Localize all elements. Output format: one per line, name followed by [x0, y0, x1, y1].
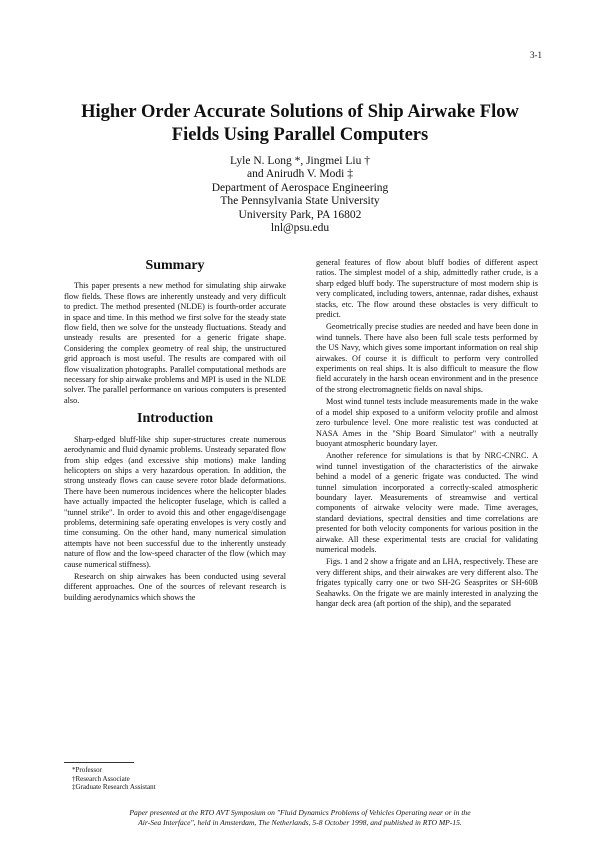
author-block	[100, 155, 500, 235]
intro-paragraph-2: Research on ship airwakes has been conducted using several different approaches. One of the sources of relevant research is building aerodynamics which shows the	[64, 571, 286, 602]
author-line-1: Lyle N. Long *, Jingmei Liu †	[230, 155, 370, 167]
footnotes	[64, 762, 286, 792]
right-paragraph-2: Geometrically precise studies are needed and have been done in wind tunnels. There have also been full scale tests performed by the US Navy, which gives some important information on real ship airwakes. Of course it is difficult to perform very controlled experiments on real ships. It is also difficult to measure the flow field accurately in the harsh ocean environment and in the presence of the strong electromagnetic fields on naval ships.	[316, 322, 538, 394]
paper-title: Higher Order Accurate Solutions of Ship Airwake Flow Fields Using Parallel Computers	[81, 102, 519, 145]
right-paragraph-3: Most wind tunnel tests include measurements made in the wake of a model ship exposed to a uniform velocity profile and almost zero turbulence level. One more realistic test was conducted at NASA Ames in the "Ship Board Simulator" with a neutrally buoyant atmospheric boundary layer.	[316, 397, 538, 448]
footnote-1: *Professor	[72, 766, 102, 774]
right-paragraph-1: general features of flow about bluff bodies of different aspect ratios. The simplest model of a ship, admittedly rather crude, is a sharp edged bluff body. The superstructure of most modern ship is very complicated, including towers, antennae, radar dishes, exhaust stacks, etc. The flow around these obstacles is very difficult to predict.	[316, 258, 538, 320]
page-number: 3-1	[530, 50, 542, 60]
right-paragraph-4: Another reference for simulations is that by NRC-CNRC. A wind tunnel investigation of the characteristics of the airwake behind a model of a generic frigate was conducted. The wind tunnel simulation incorporated a correctly-scaled atmospheric boundary layer. Measurements of streamwise and vertical components of airwake velocity were made. Time averages, standard deviations, spectral densities and time correlations are presented for both velocity components for various position in the airwake. All these experimental tests are crucial for validating numerical models.	[316, 451, 538, 554]
department: Department of Aerospace Engineering	[211, 181, 389, 194]
introduction-heading: Introduction	[137, 411, 213, 427]
summary-paragraph: This paper presents a new method for simulating ship airwake flow fields. These flows are inherently unsteady and very difficult to predict. The method presented (NLDE) is fourth-order accurate in space and time. In this method we first solve for the steady state flow field, then we solve for the unsteady fluctuations. Steady and unsteady results are presented for a generic frigate shape. Considering the complex geometry of real ship, the unstructured grid approach is most useful. The results are compared with oil flow visualization photographs. Parallel computational methods are necessary for ship airwake problems and MPI is used in the NLDE solver. The parallel performance on various computers is presented also.	[64, 281, 286, 405]
address: University Park, PA 16802	[238, 208, 362, 221]
footnote-2: †Research Associate	[72, 774, 130, 783]
footer-line-2: Air-Sea Interface", held in Amsterdam, The Netherlands, 5-8 October 1998, and published in RTO MP-15.	[138, 817, 462, 827]
page-footer	[70, 808, 530, 827]
email: lnl@psu.edu	[270, 222, 330, 235]
author-line-2: and Anirudh V. Modi ‡	[247, 168, 353, 181]
intro-paragraph-1: Sharp-edged bluff-like ship super-structures create numerous aerodynamic and fluid dynamic problems. Unsteady separated flow from ship edges (and excessive ship motions) make landing helicopters on ships a very hazardous operation. In addition, the strong unsteady flows can cause severe rotor blade deformations. There have been numerous incidences where the helicopter blades have actually impacted the helicopter fuselage, which is called a "tunnel strike". In order to avoid this and other engage/disengage problems, determining safe operating envelopes is very costly and time consuming. On the other hand, many numerical simulation attempts have not been successful due to the inherently unsteady nature of flow and the low-speed character of the flow (which may cause numerical stiffness).	[64, 434, 286, 569]
right-column	[316, 258, 538, 611]
footnote-rule	[64, 762, 134, 763]
summary-heading: Summary	[145, 258, 205, 273]
left-column	[64, 258, 286, 605]
right-paragraph-5: Figs. 1 and 2 show a frigate and an LHA, respectively. These are very different ships, and their airwakes are very different also. The frigates typically carry one or two SH-2G Seasprites or SH-60B Seahawks. On the frigate we are mainly interested in analyzing the hangar deck area (aft portion of the ship), and the separated	[316, 557, 538, 608]
footnote-3: ‡Graduate Research Assistant	[72, 783, 156, 791]
footer-line-1: Paper presented at the RTO AVT Symposium on "Fluid Dynamics Problems of Vehicles Operating near or in the	[129, 808, 471, 817]
university: The Pennsylvania State University	[220, 195, 380, 208]
